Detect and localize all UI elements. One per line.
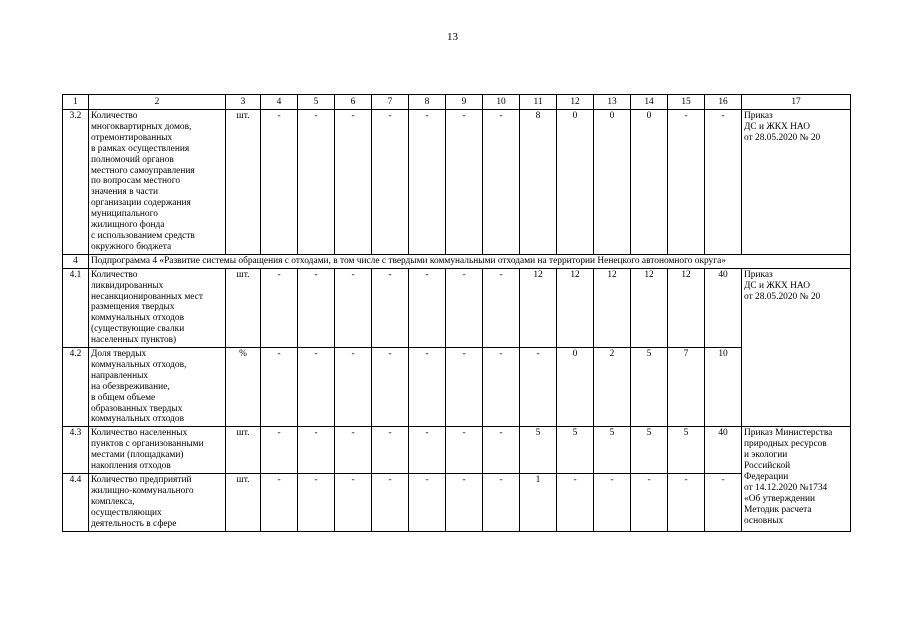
value-cell: - [446, 474, 483, 532]
text-line: Количество [91, 111, 138, 121]
value-cell: - [372, 474, 409, 532]
indicator-name [89, 268, 226, 347]
column-header-3: 3 [226, 95, 261, 110]
text-line: с использованием средств [91, 230, 195, 241]
column-header-15: 15 [668, 95, 705, 110]
value-cell: - [483, 348, 520, 427]
text-line: коммунальных отходов [91, 414, 184, 425]
value-cell: - [520, 348, 557, 427]
row-number: 4.2 [63, 348, 89, 427]
value-cell: - [446, 348, 483, 427]
unit-cell: % [226, 348, 261, 427]
value-cell: - [335, 348, 372, 427]
value-cell: - [446, 268, 483, 347]
value-cell: 2 [594, 348, 631, 427]
column-header-10: 10 [483, 95, 520, 110]
page-number: 13 [447, 31, 458, 43]
value-cell: - [335, 268, 372, 347]
text-line: Количество [91, 269, 138, 280]
text-line: (существующие свалки [91, 324, 185, 335]
value-cell: - [446, 427, 483, 474]
value-cell: - [261, 474, 298, 532]
value-cell: 0 [557, 110, 594, 255]
text-line: основных [744, 515, 784, 526]
text-line: жилищно-коммунального [91, 485, 194, 496]
text-line: Приказ Министерства [744, 428, 833, 439]
text-line: размещения твердых [91, 302, 175, 313]
column-header-9: 9 [446, 95, 483, 110]
column-header-7: 7 [372, 95, 409, 110]
unit-cell: шт. [226, 110, 261, 255]
source-document [742, 268, 851, 427]
text-line: образованных твердых [91, 403, 183, 414]
column-header-11: 11 [520, 95, 557, 110]
text-line: несанкционированных мест [91, 291, 203, 302]
value-cell: 5 [594, 427, 631, 474]
text-line: окружного бюджета [91, 241, 172, 252]
column-header-2: 2 [89, 95, 226, 110]
column-header-1: 1 [63, 95, 89, 110]
text-line: от 28.05.2020 № 20 [744, 291, 821, 302]
value-cell: - [446, 110, 483, 255]
column-header-6: 6 [335, 95, 372, 110]
text-line: ДС и ЖКХ НАО [744, 121, 810, 132]
value-cell: - [261, 427, 298, 474]
source-document [742, 427, 851, 531]
value-cell: - [261, 110, 298, 255]
text-line: местного самоуправления [91, 165, 195, 176]
text-line: на обезвреживание, [91, 381, 170, 392]
text-line: от 14.12.2020 №1734 [744, 482, 828, 493]
value-cell: - [335, 110, 372, 255]
value-cell: 5 [520, 427, 557, 474]
text-line: осуществляющих [91, 507, 162, 518]
indicator-name [89, 348, 226, 427]
row-number: 4.4 [63, 474, 89, 532]
text-line: Российской [744, 461, 791, 472]
table-row [63, 110, 851, 255]
table-row [63, 427, 851, 474]
value-cell: - [409, 268, 446, 347]
indicator-name [89, 110, 226, 255]
value-cell: 0 [594, 110, 631, 255]
value-cell: 5 [631, 427, 668, 474]
text-line: ДС и ЖКХ НАО [744, 280, 810, 291]
text-line: отремонтированных [91, 132, 173, 143]
text-line: природных ресурсов [744, 439, 827, 450]
value-cell: - [631, 474, 668, 532]
row-number: 3.2 [63, 110, 89, 255]
subprogram-row [63, 254, 851, 268]
text-line: в общем объеме [91, 392, 156, 403]
text-line: от 28.05.2020 № 20 [744, 132, 821, 143]
text-line: направленных [91, 370, 149, 381]
text-line: деятельность в сфере [91, 518, 177, 529]
unit-cell: шт. [226, 268, 261, 347]
table-row [63, 474, 851, 532]
value-cell: - [483, 474, 520, 532]
value-cell: - [668, 110, 705, 255]
text-line: по вопросам местного [91, 176, 181, 187]
value-cell: 0 [631, 110, 668, 255]
value-cell: - [335, 427, 372, 474]
indicators-table [62, 94, 851, 532]
value-cell: - [668, 474, 705, 532]
text-line: полномочий органов [91, 154, 174, 165]
row-number: 4.3 [63, 427, 89, 474]
value-cell: - [409, 427, 446, 474]
text-line: в рамках осуществления [91, 143, 190, 154]
column-header-8: 8 [409, 95, 446, 110]
text-line: ликвидированных [91, 280, 164, 291]
table-row [63, 268, 851, 347]
text-line: Приказ [744, 111, 773, 121]
value-cell: - [298, 110, 335, 255]
value-cell: - [483, 110, 520, 255]
value-cell: - [335, 474, 372, 532]
value-cell: - [261, 348, 298, 427]
text-line: и экологии [744, 450, 788, 461]
value-cell: 0 [557, 348, 594, 427]
text-line: многоквартирных домов, [91, 121, 192, 132]
text-line: значения в части [91, 187, 158, 198]
row-number: 4 [63, 254, 89, 268]
table-row [63, 348, 851, 427]
value-cell: - [409, 474, 446, 532]
row-number: 4.1 [63, 268, 89, 347]
value-cell: 10 [705, 348, 742, 427]
text-line: Методик расчета [744, 504, 812, 515]
source-document [742, 110, 851, 255]
value-cell: 12 [557, 268, 594, 347]
text-line: местами (площадками) [91, 450, 184, 461]
value-cell: 40 [705, 268, 742, 347]
value-cell: - [705, 474, 742, 532]
unit-cell: шт. [226, 474, 261, 532]
text-line: Федерации [744, 472, 789, 482]
value-cell: - [409, 110, 446, 255]
column-header-5: 5 [298, 95, 335, 110]
column-header-12: 12 [557, 95, 594, 110]
value-cell: - [298, 268, 335, 347]
text-line: Доля твердых [91, 349, 147, 360]
value-cell: - [372, 348, 409, 427]
text-line: накопления отходов [91, 461, 171, 472]
value-cell: 12 [520, 268, 557, 347]
value-cell: - [261, 268, 298, 347]
value-cell: - [705, 110, 742, 255]
text-line: населенных пунктов) [91, 335, 177, 346]
value-cell: 40 [705, 427, 742, 474]
value-cell: 1 [520, 474, 557, 532]
text-line: пунктов с организованными [91, 439, 204, 450]
value-cell: - [557, 474, 594, 532]
indicator-name [89, 427, 226, 474]
text-line: коммунальных отходов [91, 313, 184, 324]
value-cell: - [483, 427, 520, 474]
value-cell: - [372, 110, 409, 255]
value-cell: 12 [631, 268, 668, 347]
column-header-16: 16 [705, 95, 742, 110]
header-row [63, 95, 851, 110]
value-cell: 5 [631, 348, 668, 427]
text-line: организации содержания [91, 198, 191, 209]
value-cell: 12 [668, 268, 705, 347]
text-line: комплекса, [91, 496, 135, 507]
column-header-4: 4 [261, 95, 298, 110]
value-cell: - [372, 268, 409, 347]
text-line: жилищного фонда [91, 220, 165, 231]
value-cell: 5 [557, 427, 594, 474]
value-cell: - [298, 427, 335, 474]
value-cell: - [298, 474, 335, 532]
column-header-17: 17 [742, 95, 851, 110]
value-cell: 8 [520, 110, 557, 255]
value-cell: - [372, 427, 409, 474]
text-line: Количество предприятий [91, 475, 192, 485]
value-cell: 12 [594, 268, 631, 347]
text-line: коммунальных отходов, [91, 359, 187, 370]
value-cell: - [409, 348, 446, 427]
subprogram-title: Подпрограмма 4 «Развитие системы обращения с отходами, в том числе с твердыми коммунальными отходами на территории Ненецкого автономного округа» [89, 254, 851, 268]
column-header-14: 14 [631, 95, 668, 110]
value-cell: 5 [668, 427, 705, 474]
value-cell: - [298, 348, 335, 427]
indicator-name [89, 474, 226, 532]
column-header-13: 13 [594, 95, 631, 110]
value-cell: - [483, 268, 520, 347]
text-line: Количество населенных [91, 428, 188, 439]
value-cell: 7 [668, 348, 705, 427]
value-cell: - [594, 474, 631, 532]
text-line: «Об утверждении [744, 493, 816, 504]
unit-cell: шт. [226, 427, 261, 474]
text-line: Приказ [744, 269, 773, 280]
text-line: муниципального [91, 209, 158, 220]
